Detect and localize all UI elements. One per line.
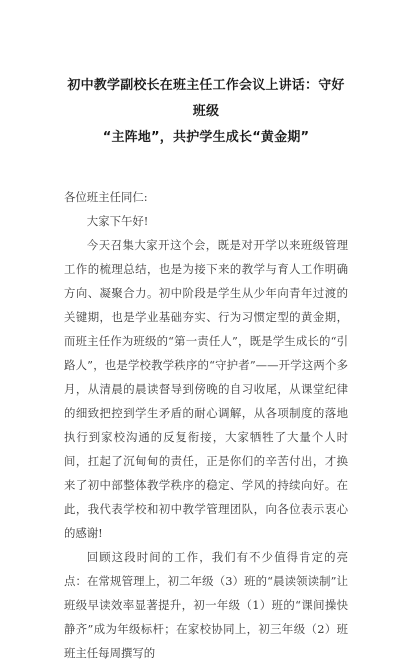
paragraph-opening: 今天召集大家开这个会，既是对开学以来班级管理工作的梳理总结，也是为接下来的教学与育人工作明确方向、凝聚合力。初中阶段是学生从少年向青年过渡的关键期，也是学业基础夯实、行为习惯定型的黄金期，而班主任作为班级的“第一责任人”，既是学生成长的“引路人”，也是学校教学秩序的“守护者”——开学这两个多月，从清晨的晨读督导到傍晚的自习收尾，从课堂纪律的细致把控到学生矛盾的耐心调解，从各项制度的落地执行到家校沟通的反复衔接，大家牺牲了大量个人时间，扛起了沉甸甸的责任，正是你们的辛苦付出，才换来了初中部整体教学秩序的稳定、学风的持续向好。在此，我代表学校和初中教学管理团队，向各位表示衷心的感谢!: [64, 238, 348, 540]
title-line-2: “主阵地”，共护学生成长“黄金期”: [102, 130, 310, 145]
paragraph-review: 回顾这段时间的工作，我们有不少值得肯定的亮点：在常规管理上，初二年级（3）班的“晨读领读制”让班级早读效率显著提升，初一年级（1）班的“课间操快静齐”成为年级标杆；在家校协同上，初三年级（2）班班主任每周撰写的: [64, 550, 348, 660]
salutation: 各位班主任同仁:: [64, 190, 148, 204]
title-line-1: 初中教学副校长在班主任工作会议上讲话：守好班级: [67, 78, 345, 119]
paragraph-greeting: 大家下午好!: [86, 214, 149, 228]
document-title: [64, 73, 348, 151]
